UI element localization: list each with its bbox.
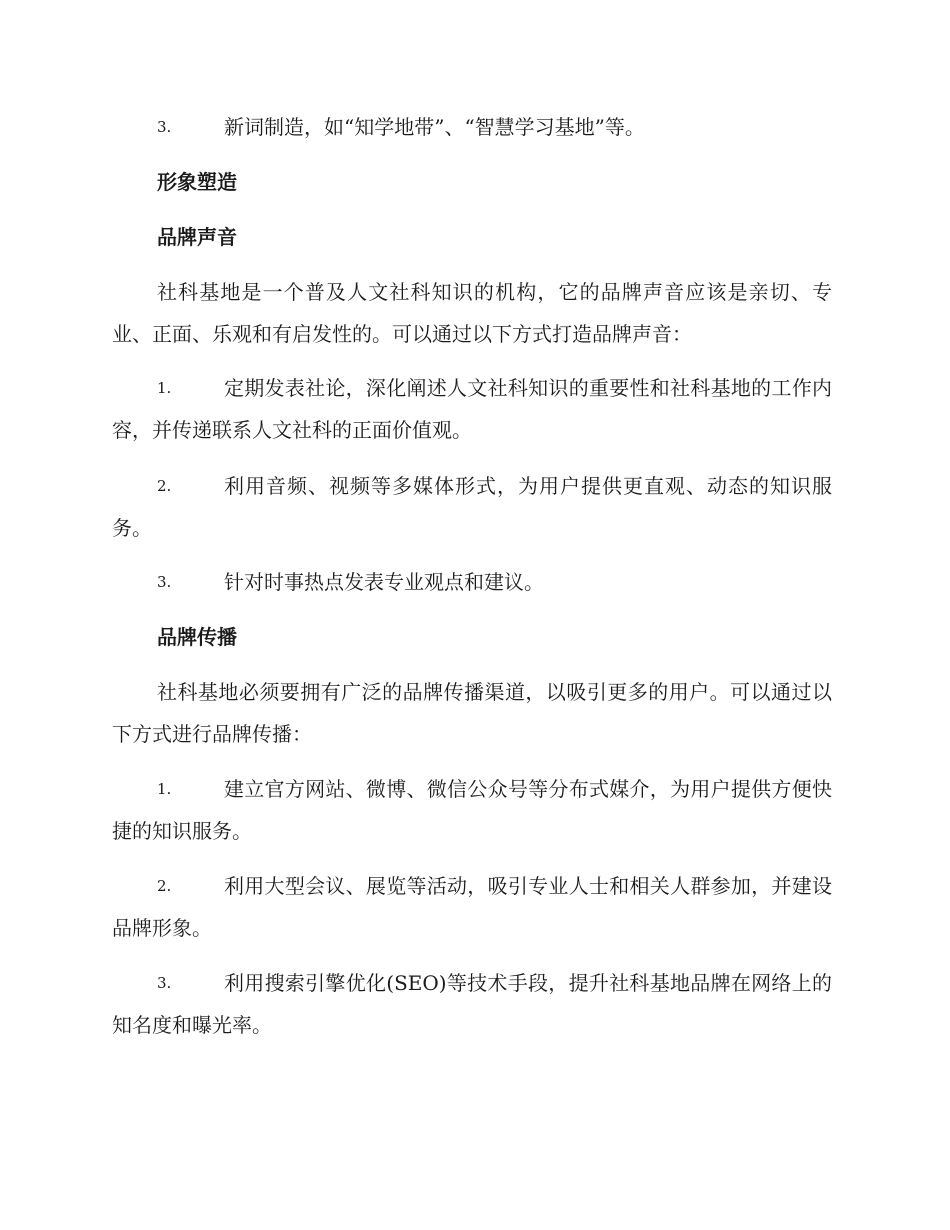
paragraph-voice: 社科基地是一个普及人文社科知识的机构，它的品牌声音应该是亲切、专业、正面、乐观和有启发性的。可以通过以下方式打造品牌声音：: [112, 280, 832, 346]
list-number: 3.: [157, 573, 172, 591]
list-number: 3.: [157, 118, 172, 136]
list-text: 定期发表社论，深化阐述人文社科知识的重要性和社科基地的工作内容，并传递联系人文社科的正面价值观。: [112, 376, 832, 442]
list-item: [112, 106, 832, 148]
list-text: 新词制造，如“知学地带”、“智慧学习基地”等。: [224, 115, 645, 139]
list-item: [112, 367, 832, 451]
section-heading-image: 形象塑造: [157, 170, 237, 194]
section-heading-voice: 品牌声音: [157, 225, 237, 249]
list-item: [112, 465, 832, 549]
list-item: [112, 561, 832, 603]
list-number: 2.: [157, 877, 172, 895]
list-text: 利用大型会议、展览等活动，吸引专业人士和相关人群参加，并建设品牌形象。: [112, 874, 832, 940]
list-item: [112, 962, 832, 1046]
list-number: 2.: [157, 477, 172, 495]
list-number: 1.: [157, 780, 172, 798]
list-text: 利用搜索引擎优化(SEO)等技术手段，提升社科基地品牌在网络上的知名度和曝光率。: [112, 971, 832, 1037]
section-heading-spread: 品牌传播: [157, 625, 237, 649]
paragraph-spread: 社科基地必须要拥有广泛的品牌传播渠道，以吸引更多的用户。可以通过以下方式进行品牌传播：: [112, 680, 832, 746]
list-text: 利用音频、视频等多媒体形式，为用户提供更直观、动态的知识服务。: [112, 474, 832, 540]
list-number: 1.: [157, 379, 172, 397]
list-text: 建立官方网站、微博、微信公众号等分布式媒介，为用户提供方便快捷的知识服务。: [112, 777, 832, 843]
list-number: 3.: [157, 974, 172, 992]
list-item: [112, 768, 832, 852]
list-text: 针对时事热点发表专业观点和建议。: [224, 570, 544, 594]
list-item: [112, 865, 832, 949]
